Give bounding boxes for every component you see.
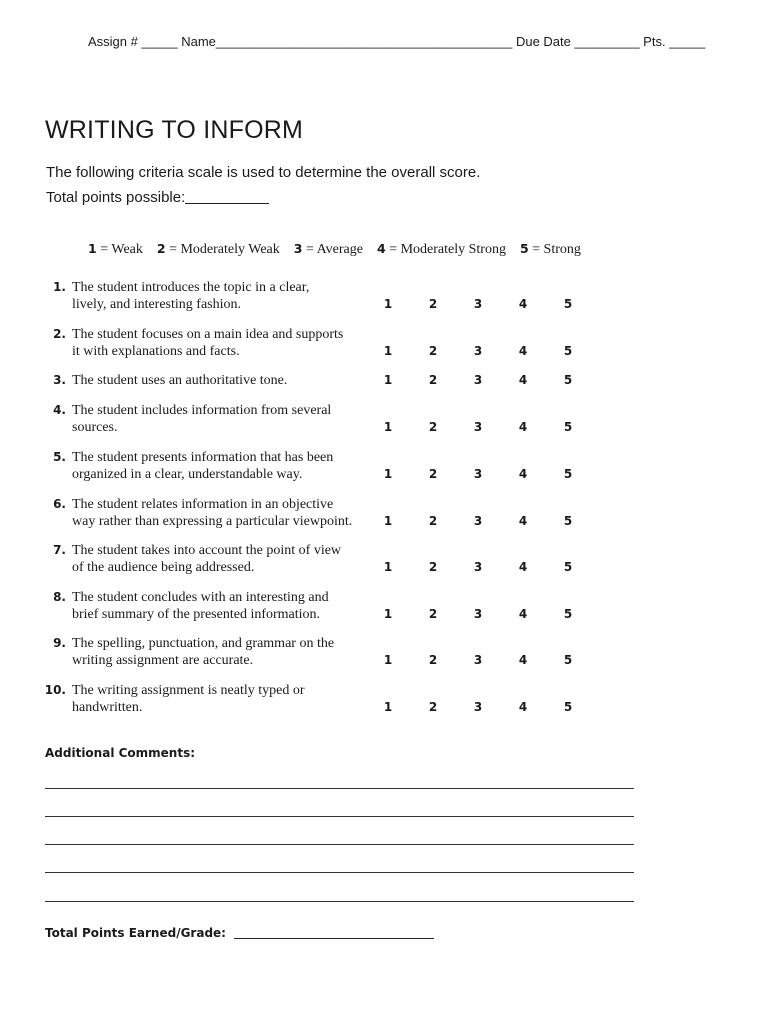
comments-label: Additional Comments: xyxy=(45,746,196,760)
score-option-4[interactable]: 4 xyxy=(518,373,528,387)
total-possible-line xyxy=(46,185,480,210)
score-option-1[interactable]: 1 xyxy=(383,560,393,574)
score-option-3[interactable]: 3 xyxy=(473,467,483,481)
page-title: WRITING TO INFORM xyxy=(45,116,304,144)
score-option-4[interactable]: 4 xyxy=(518,514,528,528)
criterion-text xyxy=(72,326,372,360)
criterion-text xyxy=(72,682,372,716)
legend-item xyxy=(88,242,143,257)
legend-item xyxy=(377,242,506,257)
scale-legend xyxy=(88,241,608,258)
criterion-text-line: writing assignment are accurate. xyxy=(72,653,254,668)
score-option-4[interactable]: 4 xyxy=(518,297,528,311)
legend-label: = Average xyxy=(302,242,363,257)
score-option-4[interactable]: 4 xyxy=(518,467,528,481)
criterion-number: 1. xyxy=(53,280,66,294)
score-option-2[interactable]: 2 xyxy=(428,700,438,714)
score-option-5[interactable]: 5 xyxy=(563,467,573,481)
criterion-text-line: The student concludes with an interesting and xyxy=(72,590,329,605)
criterion-text-line: The student takes into account the point of view xyxy=(72,543,342,558)
criterion-number: 7. xyxy=(53,543,66,557)
score-option-5[interactable]: 5 xyxy=(563,344,573,358)
score-option-5[interactable]: 5 xyxy=(563,373,573,387)
criterion-number: 3. xyxy=(53,373,66,387)
legend-label: = Strong xyxy=(528,242,581,257)
total-possible-field[interactable] xyxy=(185,189,269,204)
legend-item xyxy=(157,242,280,257)
score-option-1[interactable]: 1 xyxy=(383,344,393,358)
score-option-3[interactable]: 3 xyxy=(473,653,483,667)
criterion-text xyxy=(72,635,372,669)
score-option-3[interactable]: 3 xyxy=(473,297,483,311)
assignment-header: Assign # _____ Name_________________________________________ Due Date _________ Pts. _____ xyxy=(88,34,706,49)
comment-line[interactable] xyxy=(45,901,634,902)
score-option-4[interactable]: 4 xyxy=(518,607,528,621)
comment-line[interactable] xyxy=(45,816,634,817)
legend-number: 3 xyxy=(293,241,303,256)
intro xyxy=(46,160,480,210)
score-option-4[interactable]: 4 xyxy=(518,560,528,574)
criterion-text xyxy=(72,496,372,530)
criterion-text-line: The student relates information in an objective xyxy=(72,497,334,512)
total-possible-label: Total points possible: xyxy=(46,189,186,206)
total-earned-field[interactable] xyxy=(234,926,434,939)
score-option-5[interactable]: 5 xyxy=(563,700,573,714)
score-option-3[interactable]: 3 xyxy=(473,560,483,574)
criterion-number: 4. xyxy=(53,403,66,417)
criterion-number: 6. xyxy=(53,497,66,511)
score-option-5[interactable]: 5 xyxy=(563,420,573,434)
score-option-1[interactable]: 1 xyxy=(383,373,393,387)
criterion-text-line: organized in a clear, understandable way. xyxy=(72,467,303,482)
criterion-text xyxy=(72,372,372,389)
score-option-3[interactable]: 3 xyxy=(473,607,483,621)
score-option-5[interactable]: 5 xyxy=(563,560,573,574)
criterion-text xyxy=(72,279,372,313)
comment-line[interactable] xyxy=(45,788,634,789)
score-option-2[interactable]: 2 xyxy=(428,373,438,387)
score-option-4[interactable]: 4 xyxy=(518,420,528,434)
score-option-2[interactable]: 2 xyxy=(428,420,438,434)
comment-line[interactable] xyxy=(45,844,634,845)
score-option-3[interactable]: 3 xyxy=(473,344,483,358)
criterion-text-line: The student introduces the topic in a clear, xyxy=(72,280,310,295)
legend-number: 2 xyxy=(156,241,166,256)
total-earned-label: Total Points Earned/Grade: xyxy=(45,926,226,940)
score-option-3[interactable]: 3 xyxy=(473,373,483,387)
legend-number: 1 xyxy=(88,241,97,256)
score-option-3[interactable]: 3 xyxy=(473,514,483,528)
score-option-1[interactable]: 1 xyxy=(383,297,393,311)
score-option-2[interactable]: 2 xyxy=(428,607,438,621)
score-option-5[interactable]: 5 xyxy=(563,607,573,621)
total-earned xyxy=(45,926,434,940)
legend-number: 5 xyxy=(519,241,529,256)
score-option-2[interactable]: 2 xyxy=(428,467,438,481)
score-option-3[interactable]: 3 xyxy=(473,420,483,434)
criterion-number: 8. xyxy=(53,590,66,604)
criterion-text-line: The student presents information that has been xyxy=(72,450,334,465)
criterion-text-line: The student focuses on a main idea and supports xyxy=(72,327,344,342)
criterion-text-line: The student includes information from several xyxy=(72,403,332,418)
score-option-3[interactable]: 3 xyxy=(473,700,483,714)
legend-label: = Moderately Strong xyxy=(385,242,506,257)
legend-label: = Weak xyxy=(96,242,143,257)
criterion-text-line: The writing assignment is neatly typed or xyxy=(72,683,305,698)
criterion-number: 9. xyxy=(53,636,66,650)
criterion-text-line: sources. xyxy=(72,420,118,435)
legend-label: = Moderately Weak xyxy=(165,242,280,257)
criterion-text xyxy=(72,542,372,576)
legend-item xyxy=(294,242,363,257)
intro-line: The following criteria scale is used to determine the overall score. xyxy=(46,164,481,181)
criterion-text xyxy=(72,402,372,436)
score-option-4[interactable]: 4 xyxy=(518,700,528,714)
criterion-text xyxy=(72,449,372,483)
score-option-1[interactable]: 1 xyxy=(383,700,393,714)
criterion-text-line: way rather than expressing a particular viewpoint. xyxy=(72,514,353,529)
score-option-1[interactable]: 1 xyxy=(383,514,393,528)
score-option-2[interactable]: 2 xyxy=(428,344,438,358)
score-option-2[interactable]: 2 xyxy=(428,560,438,574)
criterion-text-line: of the audience being addressed. xyxy=(72,560,255,575)
criterion-text-line: handwritten. xyxy=(72,700,143,715)
score-option-1[interactable]: 1 xyxy=(383,467,393,481)
score-option-5[interactable]: 5 xyxy=(563,514,573,528)
score-option-2[interactable]: 2 xyxy=(428,653,438,667)
comment-line[interactable] xyxy=(45,872,634,873)
score-option-1[interactable]: 1 xyxy=(383,420,393,434)
criterion-number: 5. xyxy=(53,450,66,464)
score-option-1[interactable]: 1 xyxy=(383,607,393,621)
score-option-4[interactable]: 4 xyxy=(518,653,528,667)
legend-number: 4 xyxy=(376,241,386,256)
criterion-number: 10. xyxy=(44,683,66,697)
criterion-text-line: The student uses an authoritative tone. xyxy=(72,373,288,388)
score-option-2[interactable]: 2 xyxy=(428,514,438,528)
criterion-text-line: The spelling, punctuation, and grammar on the xyxy=(72,636,335,651)
score-option-5[interactable]: 5 xyxy=(563,653,573,667)
legend-item xyxy=(520,242,581,257)
criterion-number: 2. xyxy=(53,327,66,341)
criterion-text-line: lively, and interesting fashion. xyxy=(72,297,241,312)
score-option-2[interactable]: 2 xyxy=(428,297,438,311)
score-option-1[interactable]: 1 xyxy=(383,653,393,667)
score-option-4[interactable]: 4 xyxy=(518,344,528,358)
criterion-text-line: it with explanations and facts. xyxy=(72,344,240,359)
score-option-5[interactable]: 5 xyxy=(563,297,573,311)
criterion-text-line: brief summary of the presented information. xyxy=(72,607,321,622)
criterion-text xyxy=(72,589,372,623)
